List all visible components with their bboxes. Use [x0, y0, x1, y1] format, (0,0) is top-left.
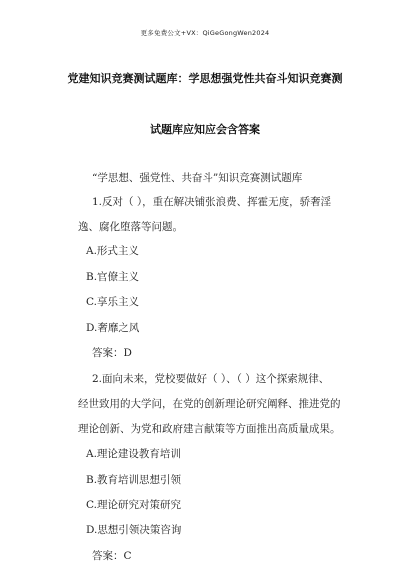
question-1-answer: 答案：D — [92, 347, 132, 359]
question-2-line-3: 理论创新、为党和政府建言献策等方面推出高质量成果。 — [78, 423, 341, 435]
question-2-line-1: 2.面向未来，党校要做好（ ）、（ ）这个探索规律、 — [92, 373, 330, 385]
question-1-option-d: D.奢靡之风 — [86, 322, 140, 334]
question-2-answer: 答案：C — [92, 550, 132, 562]
question-1-line-1: 1.反对（ ），重在解决铺张浪费、挥霍无度，骄奢淫 — [92, 196, 332, 208]
question-1-option-c: C.享乐主义 — [86, 296, 139, 308]
question-2-line-2: 经世致用的大学问，在党的创新理论研究阐释、推进党的 — [78, 398, 341, 410]
question-2-option-d: D.思想引领决策咨询 — [86, 524, 182, 536]
question-1-option-a: A.形式主义 — [86, 245, 139, 257]
question-2-option-b: B.教育培训思想引领 — [86, 474, 182, 486]
document-title-line-2: 试题库应知应会含答案 — [150, 123, 260, 136]
document-title-line-1: 党建知识竞赛测试题库：学思想强党性共奋斗知识竞赛测 — [67, 72, 343, 85]
question-bank-subtitle: “学思想、强党性、共奋斗”知识竞赛测试题库 — [92, 172, 303, 184]
question-1-option-b: B.官僚主义 — [86, 271, 140, 283]
question-2-option-c: C.理论研究对策研究 — [86, 499, 181, 511]
header-note: 更多免费公文+VX：QiGeGongWen2024 — [140, 29, 270, 37]
question-2-option-a: A.理论建设教育培训 — [86, 448, 181, 460]
question-1-line-2: 逸、腐化堕落等问题。 — [78, 221, 183, 233]
